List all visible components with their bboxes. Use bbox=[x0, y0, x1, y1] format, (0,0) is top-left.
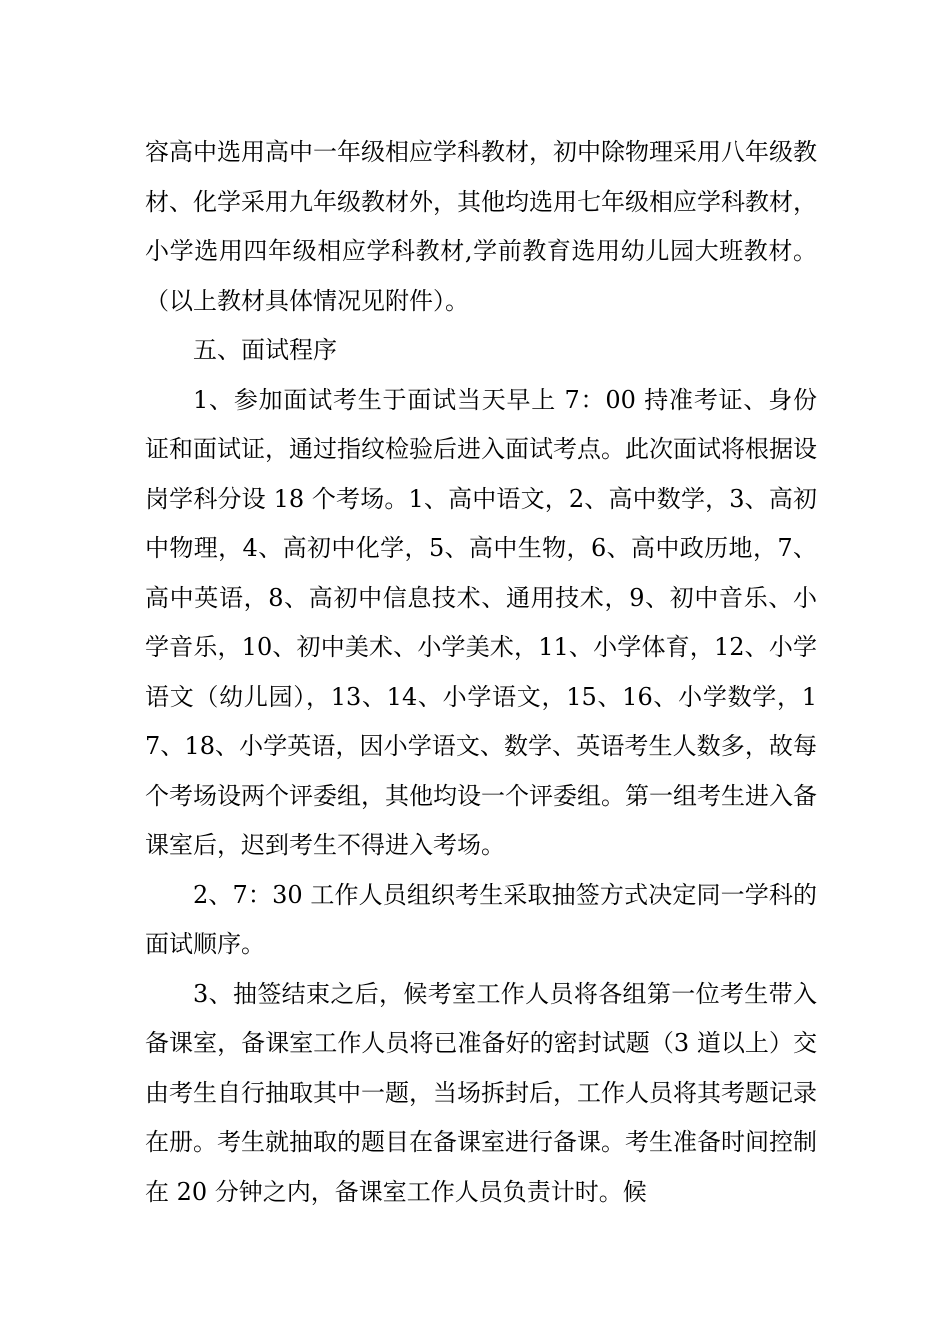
paragraph-step-2: 2、7：30 工作人员组织考生采取抽签方式决定同一学科的面试顺序。 bbox=[145, 880, 817, 958]
paragraph-textbook-selection: 容高中选用高中一年级相应学科教材，初中除物理采用八年级教材、化学采用九年级教材外，其他均选用七年级相应学科教材，小学选用四年级相应学科教材,学前教育选用幼儿园大班教材。（以上教材具体情况见附件）。 bbox=[145, 138, 817, 315]
document-body bbox=[145, 128, 817, 1217]
paragraph-step-3: 3、抽签结束之后，候考室工作人员将各组第一位考生带入备课室，备课室工作人员将已准备好的密封试题（3 道以上）交由考生自行抽取其中一题，当场拆封后，工作人员将其考题记录在册。考生就抽取的题目在备课室进行备课。考生准备时间控制在 20 分钟之内，备课室工作人员负责计时。候 bbox=[145, 979, 817, 1206]
section-heading-interview-procedure: 五、面试程序 bbox=[193, 336, 337, 364]
paragraph-step-1: 1、参加面试考生于面试当天早上 7：00 持准考证、身份证和面试证，通过指纹检验后进入面试考点。此次面试将根据设岗学科分设 18 个考场。1、高中语文，2、高中数学，3、高初中物理，4、高初中化学，5、高中生物，6、高中政历地，7、高中英语，8、高初中信息技术、通用技术，9、初中音乐、小学音乐，10、初中美术、小学美术，11、小学体育，12、小学语文（幼儿园），13、14、小学语文，15、16、小学数学，17、18、小学英语，因小学语文、数学、英语考生人数多，故每个考场设两个评委组，其他均设一个评委组。第一组考生进入备课室后，迟到考生不得进入考场。 bbox=[145, 385, 817, 859]
